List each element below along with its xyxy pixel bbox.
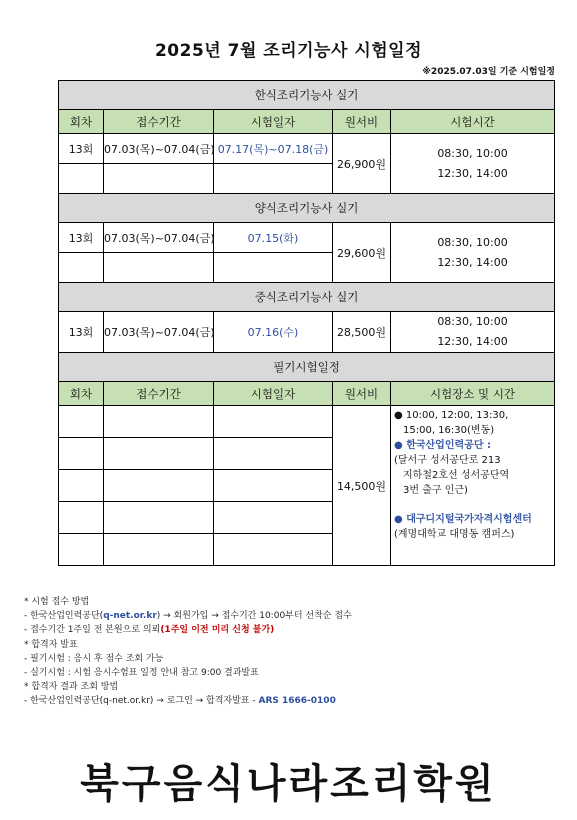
- header-fee: 원서비: [333, 382, 391, 406]
- time-line: 12:30, 14:00: [437, 335, 508, 348]
- notes: [24, 595, 352, 709]
- exam-time-cell: [391, 312, 555, 353]
- header-fee: 원서비: [333, 110, 391, 134]
- header-place-time: 시험장소 및 시간: [391, 382, 555, 406]
- basis-date: ※2025.07.03일 기준 시험일정: [422, 67, 555, 77]
- section-title-western: 양식조리기능사 실기: [59, 194, 555, 223]
- exam-time-cell: [391, 223, 555, 283]
- notes-heading: * 합격자 결과 조회 방법: [24, 682, 119, 693]
- reception-cell: 07.03(목)~07.04(금): [104, 223, 214, 253]
- table-header-row: [59, 110, 555, 134]
- address-line: 3번 출구 인근): [403, 485, 468, 496]
- table-row: [59, 223, 555, 253]
- address-line: 지하철2호선 성서공단역: [403, 470, 510, 481]
- note-line: - 접수기간 1주일 전 본원으로 의뢰(1주일 이전 미리 신청 불가): [24, 625, 275, 636]
- header-exam-date: 시험일자: [214, 382, 333, 406]
- table-row: [59, 312, 555, 353]
- page-title: 2025년 7월 조리기능사 시험일정: [154, 41, 423, 61]
- reception-cell: 07.03(목)~07.04(금): [104, 312, 214, 353]
- header-round: 회차: [59, 382, 104, 406]
- school-name: 북구음식나라조리학원: [80, 761, 497, 807]
- header-reception: 접수기간: [104, 110, 214, 134]
- notes-heading: * 합격자 발표: [24, 639, 78, 650]
- header-exam-time: 시험시간: [391, 110, 555, 134]
- note-line: - 필기시험 : 응시 후 점수 조회 가능: [24, 653, 164, 664]
- exam-date-cell: 07.15(화): [214, 223, 333, 253]
- reception-cell: 07.03(목)~07.04(금): [104, 134, 214, 164]
- fee-cell: 26,900원: [333, 134, 391, 194]
- address-line: (계명대학교 대명동 캠퍼스): [394, 529, 515, 540]
- time-line: 08:30, 10:00: [437, 315, 508, 328]
- org-daegu-center: ● 대구디지털국가자격시험센터: [394, 514, 532, 525]
- table-row: [59, 134, 555, 164]
- fee-cell: 14,500원: [333, 406, 391, 566]
- time-line: 08:30, 10:00: [437, 235, 508, 249]
- round-cell: 13회: [59, 312, 104, 353]
- place-time-cell: [391, 406, 555, 566]
- section-title-written: 필기시험일정: [59, 353, 555, 382]
- schedule-table: [58, 80, 555, 566]
- time-line: 15:00, 16:30(변동): [403, 425, 495, 436]
- time-line: 12:30, 14:00: [437, 255, 508, 269]
- exam-date-cell: 07.16(수): [214, 312, 333, 353]
- note-line: - 한국산업인력공단(q-net.or.kr) → 로그인 → 합격자발표 - ARS 1666-0100: [24, 696, 336, 707]
- time-line: 08:30, 10:00: [437, 146, 508, 160]
- exam-time-cell: [391, 134, 555, 194]
- fee-cell: 29,600원: [333, 223, 391, 283]
- exam-date-cell: 07.17(목)~07.18(금): [214, 134, 333, 164]
- notes-heading: * 시험 접수 방법: [24, 597, 90, 607]
- qnet-link[interactable]: q-net.or.kr: [103, 611, 157, 622]
- address-line: (달서구 성서공단로 213: [394, 455, 501, 466]
- written-header-row: [59, 382, 555, 406]
- warning-text: (1주일 이전 미리 신청 불가): [160, 625, 275, 636]
- ars-number: ARS 1666-0100: [258, 696, 336, 707]
- round-cell: 13회: [59, 134, 104, 164]
- header-round: 회차: [59, 110, 104, 134]
- header-exam-date: 시험일자: [214, 110, 333, 134]
- fee-cell: 28,500원: [333, 312, 391, 353]
- section-title-korean: 한식조리기능사 실기: [59, 81, 555, 110]
- section-title-chinese: 중식조리기능사 실기: [59, 283, 555, 312]
- org-hrdkorea: ● 한국산업인력공단 :: [394, 440, 491, 451]
- time-line: 12:30, 14:00: [437, 166, 508, 180]
- note-line: - 실기시험 : 시험 응시수험표 일정 안내 참고 9:00 결과발표: [24, 668, 259, 679]
- round-cell: 13회: [59, 223, 104, 253]
- note-line: - 한국산업인력공단(q-net.or.kr) → 회원가입 → 접수기간 10:00부터 선착순 접수: [24, 611, 352, 622]
- header-reception: 접수기간: [104, 382, 214, 406]
- table-row-empty: [59, 406, 555, 438]
- time-line: ● 10:00, 12:00, 13:30,: [394, 410, 509, 421]
